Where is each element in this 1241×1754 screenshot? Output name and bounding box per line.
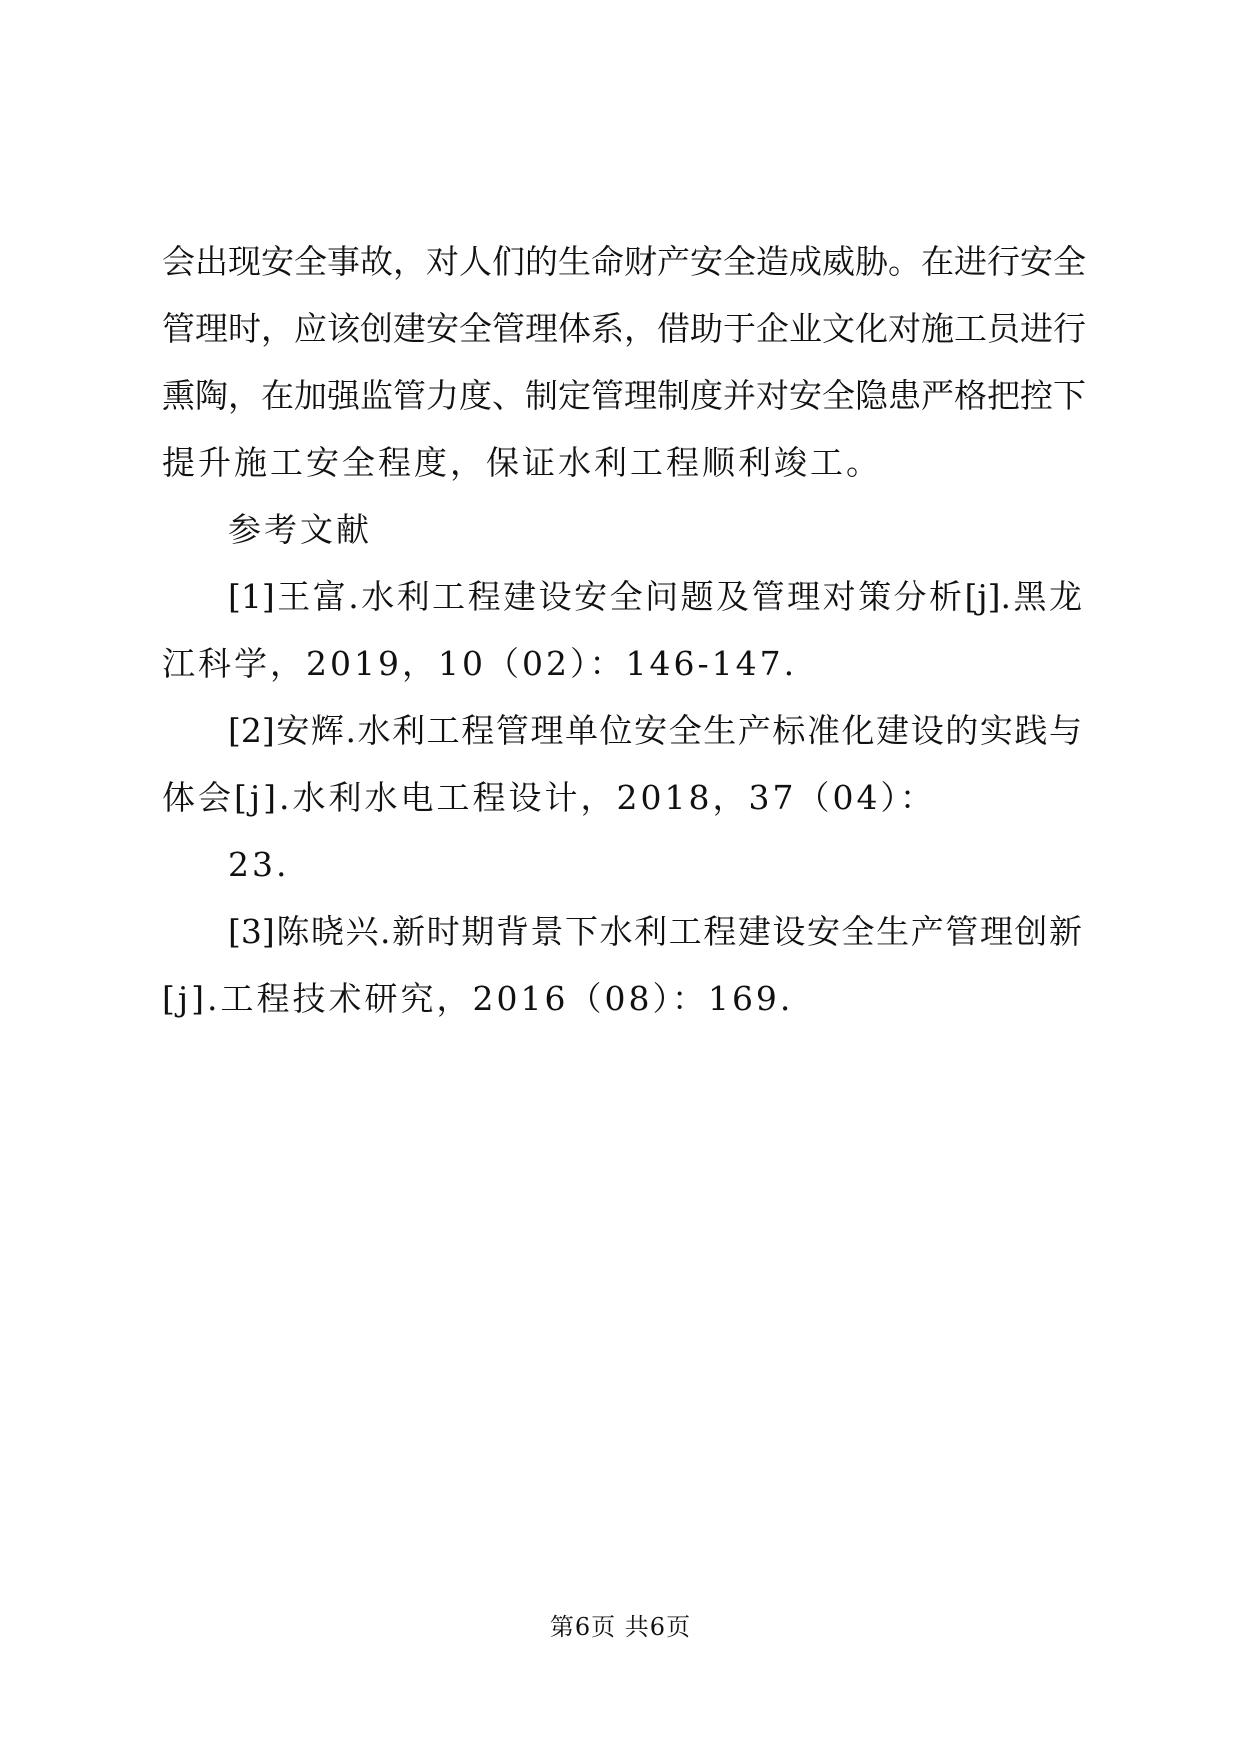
reference-line: 江科学，2019，10（02）：146-147. xyxy=(162,644,798,683)
reference-line: 23. xyxy=(228,845,290,884)
references-heading: 参考文献 xyxy=(228,510,372,549)
reference-line: [2]安辉.水利工程管理单位安全生产标准化建设的实践与 xyxy=(228,711,1082,750)
body-line: 管理时，应该创建安全管理体系，借助于企业文化对施工员进行 xyxy=(162,309,1086,348)
reference-line: 体会[j].水利水电工程设计，2018，37（04）： xyxy=(162,778,936,817)
reference-line: [1]王富.水利工程建设安全问题及管理对策分析[j].黑龙 xyxy=(228,577,1082,616)
body-line: 熏陶，在加强监管力度、制定管理制度并对安全隐患严格把控下 xyxy=(162,376,1086,415)
page-content xyxy=(162,228,1086,1032)
reference-line: [j].工程技术研究，2016（08）：169. xyxy=(162,979,794,1018)
reference-line: [3]陈晓兴.新时期背景下水利工程建设安全生产管理创新 xyxy=(228,912,1082,951)
body-line: 会出现安全事故，对人们的生命财产安全造成威胁。在进行安全 xyxy=(162,242,1086,281)
body-line: 提升施工安全程度，保证水利工程顺利竣工。 xyxy=(162,443,882,482)
page-footer: 第6页 共6页 xyxy=(549,1613,692,1641)
